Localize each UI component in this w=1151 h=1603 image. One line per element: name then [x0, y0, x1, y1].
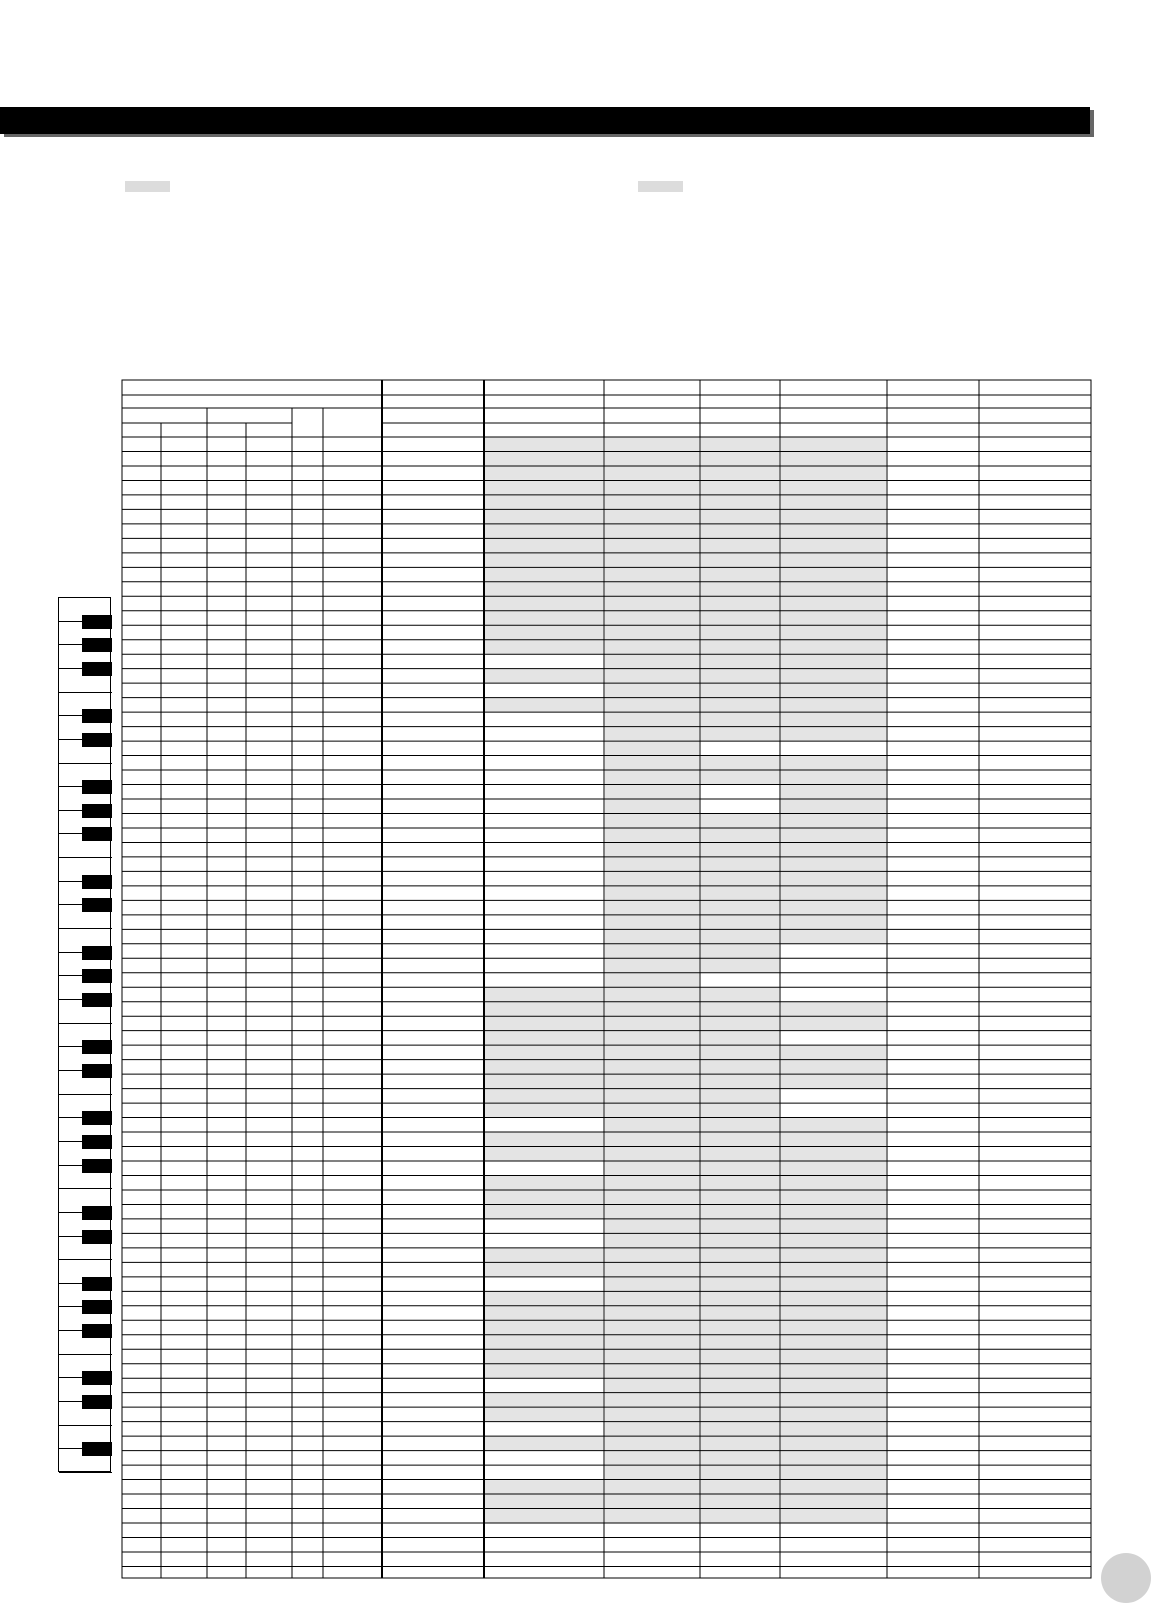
shaded-cell [701, 1451, 779, 1464]
shaded-cell [485, 1060, 603, 1073]
shaded-cell [485, 1306, 603, 1319]
shaded-cell [781, 800, 886, 813]
shaded-cell [605, 988, 699, 1001]
shaded-cell [605, 1495, 699, 1508]
shaded-cell [701, 713, 779, 726]
shaded-cell [485, 1104, 603, 1117]
shaded-cell [701, 1089, 779, 1102]
shaded-cell [485, 1147, 603, 1160]
shaded-cell [781, 814, 886, 827]
shaded-cell [605, 901, 699, 914]
shaded-cell [701, 843, 779, 856]
shaded-cell [605, 1292, 699, 1305]
shaded-cell [485, 640, 603, 653]
shaded-cell [605, 1089, 699, 1102]
shaded-cell [781, 684, 886, 697]
shaded-cell [605, 872, 699, 885]
shaded-cell [781, 1451, 886, 1464]
shaded-cell [485, 1350, 603, 1363]
shaded-cell [485, 1133, 603, 1146]
shaded-cell [605, 1335, 699, 1348]
shaded-cell [781, 1060, 886, 1073]
shaded-cell [485, 1335, 603, 1348]
shaded-cell [605, 1133, 699, 1146]
shaded-cell [701, 524, 779, 537]
shaded-cell [605, 539, 699, 552]
shaded-cell [605, 1321, 699, 1334]
shaded-cell [485, 611, 603, 624]
shaded-cell [605, 1162, 699, 1175]
shaded-cell [701, 1162, 779, 1175]
shaded-cell [781, 1219, 886, 1232]
shaded-cell [485, 1292, 603, 1305]
shaded-cell [781, 727, 886, 740]
shaded-cell [781, 524, 886, 537]
shaded-cell [701, 1234, 779, 1247]
shaded-cell [605, 1017, 699, 1030]
shaded-cell [485, 626, 603, 639]
shaded-cell [485, 597, 603, 610]
shaded-cell [701, 1046, 779, 1059]
shaded-cell [781, 930, 886, 943]
shaded-cell [701, 510, 779, 523]
shaded-cell [781, 466, 886, 479]
shaded-cell [781, 640, 886, 653]
shaded-cell [701, 1205, 779, 1218]
shaded-cell [605, 843, 699, 856]
shaded-cell [701, 1031, 779, 1044]
shaded-cell [485, 495, 603, 508]
shaded-cell [485, 568, 603, 581]
shaded-cell [701, 1379, 779, 1392]
shaded-cell [605, 582, 699, 595]
shaded-cell [485, 669, 603, 682]
shaded-cell [781, 1046, 886, 1059]
shaded-cell [701, 756, 779, 769]
shaded-cell [605, 1190, 699, 1203]
shaded-cell [701, 452, 779, 465]
shaded-cell [701, 539, 779, 552]
shaded-cell [701, 640, 779, 653]
shaded-cell [781, 1263, 886, 1276]
shaded-cell [605, 1002, 699, 1015]
shaded-cell [605, 742, 699, 755]
shaded-cell [605, 597, 699, 610]
shaded-cell [701, 1176, 779, 1189]
shaded-cell [781, 713, 886, 726]
shaded-cell [781, 1075, 886, 1088]
shaded-cell [605, 915, 699, 928]
shaded-cell [605, 1509, 699, 1522]
shaded-cell [605, 1060, 699, 1073]
shaded-cell [605, 481, 699, 494]
shaded-cell [781, 771, 886, 784]
shaded-cell [781, 553, 886, 566]
shaded-cell [701, 553, 779, 566]
shaded-cell [781, 510, 886, 523]
shaded-cell [605, 1306, 699, 1319]
shaded-cell [485, 1176, 603, 1189]
shaded-cell [701, 698, 779, 711]
shaded-cell [485, 1509, 603, 1522]
shaded-cell [605, 1205, 699, 1218]
shaded-cell [605, 655, 699, 668]
shaded-cell [701, 1219, 779, 1232]
shaded-cell [781, 1133, 886, 1146]
shaded-cell [605, 1075, 699, 1088]
shaded-cell [701, 1002, 779, 1015]
shaded-cell [605, 611, 699, 624]
shaded-cell [605, 669, 699, 682]
shaded-cell [781, 1248, 886, 1261]
shaded-cell [605, 756, 699, 769]
shaded-cell [701, 828, 779, 841]
shaded-cell [701, 1422, 779, 1435]
shaded-cell [701, 438, 779, 451]
shaded-cell [605, 438, 699, 451]
shaded-cell [701, 1364, 779, 1377]
shaded-cell [485, 1364, 603, 1377]
shaded-cell [701, 1408, 779, 1421]
shaded-cell [781, 1162, 886, 1175]
shaded-cell [781, 495, 886, 508]
shaded-cell [701, 857, 779, 870]
shaded-cell [605, 1393, 699, 1406]
shaded-cell [701, 597, 779, 610]
shaded-cell [701, 1263, 779, 1276]
shaded-cell [605, 1480, 699, 1493]
shaded-cell [605, 684, 699, 697]
shaded-cell [781, 1176, 886, 1189]
shaded-cell [701, 1495, 779, 1508]
shaded-cell [701, 1277, 779, 1290]
shaded-cell [781, 915, 886, 928]
shaded-cell [605, 959, 699, 972]
shaded-cell [781, 828, 886, 841]
shaded-cell [781, 698, 886, 711]
shaded-cell [781, 886, 886, 899]
shaded-cell [701, 1292, 779, 1305]
shaded-cell [781, 843, 886, 856]
shaded-cell [485, 452, 603, 465]
shaded-cell [605, 640, 699, 653]
shaded-cell [701, 988, 779, 1001]
shaded-cell [605, 1379, 699, 1392]
page-number-badge [1101, 1553, 1151, 1603]
shaded-cell [485, 1495, 603, 1508]
shaded-cell [605, 771, 699, 784]
shaded-cell [485, 698, 603, 711]
shaded-cell [701, 481, 779, 494]
shaded-cell [701, 1060, 779, 1073]
shaded-cell [485, 988, 603, 1001]
shaded-cell [701, 944, 779, 957]
shaded-cell [485, 438, 603, 451]
shaded-cell [605, 800, 699, 813]
shaded-cell [781, 1350, 886, 1363]
shaded-cell [781, 452, 886, 465]
shaded-cell [485, 1017, 603, 1030]
shaded-cell [701, 1480, 779, 1493]
shaded-cell [701, 1075, 779, 1088]
shaded-cell [701, 1104, 779, 1117]
shaded-cell [781, 1234, 886, 1247]
shaded-cell [781, 1118, 886, 1131]
shaded-cell [701, 1306, 779, 1319]
shaded-cell [701, 886, 779, 899]
shaded-cell [781, 1147, 886, 1160]
shaded-cell [781, 1466, 886, 1479]
shaded-cell [701, 669, 779, 682]
shaded-cell [605, 1219, 699, 1232]
shaded-cell [485, 1002, 603, 1015]
shaded-cell [701, 771, 779, 784]
shaded-cell [781, 1002, 886, 1015]
shaded-cell [605, 1046, 699, 1059]
shaded-cell [485, 1321, 603, 1334]
shaded-cell [605, 1408, 699, 1421]
shaded-cell [701, 1017, 779, 1030]
shaded-cell [701, 1190, 779, 1203]
shaded-cell [605, 495, 699, 508]
shaded-cell [781, 1335, 886, 1348]
shaded-cell [701, 872, 779, 885]
shaded-cell [781, 1509, 886, 1522]
shaded-cell [605, 1234, 699, 1247]
shaded-cell [605, 785, 699, 798]
shaded-cell [605, 568, 699, 581]
shaded-cell [485, 1408, 603, 1421]
shaded-cell [485, 1046, 603, 1059]
shaded-cell [485, 1205, 603, 1218]
shaded-cell [701, 626, 779, 639]
shaded-cell [605, 1263, 699, 1276]
shaded-cell [701, 814, 779, 827]
shaded-cell [701, 495, 779, 508]
shaded-cell [781, 597, 886, 610]
shaded-cell [781, 1422, 886, 1435]
shaded-cell [781, 438, 886, 451]
shaded-cell [781, 1379, 886, 1392]
shaded-cell [781, 1437, 886, 1450]
shaded-cell [605, 1466, 699, 1479]
shaded-cell [605, 1104, 699, 1117]
shaded-cell [485, 1437, 603, 1450]
shaded-cell [781, 1306, 886, 1319]
shaded-cell [701, 1437, 779, 1450]
shaded-cell [701, 1509, 779, 1522]
shaded-cell [781, 611, 886, 624]
shaded-cell [701, 582, 779, 595]
shaded-cell [781, 669, 886, 682]
shaded-cell [701, 1335, 779, 1348]
shaded-cell [605, 1350, 699, 1363]
shaded-cell [485, 1393, 603, 1406]
shaded-cell [485, 1263, 603, 1276]
shaded-cell [485, 1089, 603, 1102]
shaded-cell [605, 828, 699, 841]
shaded-cell [701, 901, 779, 914]
shaded-cell [485, 466, 603, 479]
shaded-cell [485, 524, 603, 537]
shaded-cell [781, 785, 886, 798]
shaded-cell [605, 1437, 699, 1450]
shaded-cell [781, 655, 886, 668]
shaded-cell [701, 1321, 779, 1334]
shaded-cell [605, 1031, 699, 1044]
shaded-cell [605, 1277, 699, 1290]
shaded-cell [605, 814, 699, 827]
shaded-cell [605, 1118, 699, 1131]
shaded-cell [701, 915, 779, 928]
shaded-cell [701, 930, 779, 943]
shaded-cell [781, 1017, 886, 1030]
shaded-cell [485, 510, 603, 523]
shaded-cell [485, 582, 603, 595]
shaded-cell [701, 1350, 779, 1363]
shaded-cell [605, 857, 699, 870]
shaded-cell [485, 1480, 603, 1493]
shaded-cell [605, 930, 699, 943]
shaded-cell [605, 886, 699, 899]
shaded-cell [605, 944, 699, 957]
shaded-cell [781, 1205, 886, 1218]
shaded-cell [605, 1147, 699, 1160]
shaded-cell [605, 1248, 699, 1261]
shaded-cell [605, 452, 699, 465]
shaded-cell [605, 698, 699, 711]
shaded-cell [485, 481, 603, 494]
shaded-cell [781, 901, 886, 914]
shaded-cell [781, 582, 886, 595]
shaded-cell [781, 1364, 886, 1377]
shaded-cell [605, 1451, 699, 1464]
shaded-cell [701, 655, 779, 668]
shaded-cell [781, 1292, 886, 1305]
shaded-cell [701, 568, 779, 581]
shaded-cell [701, 1466, 779, 1479]
shaded-cell [605, 1422, 699, 1435]
shaded-cell [701, 1393, 779, 1406]
shaded-cell [781, 1190, 886, 1203]
shaded-cell [485, 1190, 603, 1203]
shaded-cell [605, 510, 699, 523]
shaded-cell [701, 727, 779, 740]
shaded-cell [781, 1321, 886, 1334]
shaded-cell [781, 568, 886, 581]
shaded-cell [605, 973, 699, 986]
shaded-cell [701, 959, 779, 972]
shaded-cell [605, 1176, 699, 1189]
shaded-cell [781, 756, 886, 769]
shaded-cell [701, 1248, 779, 1261]
shaded-cell [701, 1118, 779, 1131]
shaded-cell [485, 1031, 603, 1044]
shaded-cell [781, 1495, 886, 1508]
shaded-cell [605, 626, 699, 639]
shaded-cell [781, 1480, 886, 1493]
shaded-cell [485, 539, 603, 552]
shaded-cell [701, 611, 779, 624]
shaded-cell [781, 626, 886, 639]
shaded-cell [781, 539, 886, 552]
shaded-cell [605, 1364, 699, 1377]
shaded-cell [605, 524, 699, 537]
shaded-cell [605, 727, 699, 740]
shaded-cell [605, 466, 699, 479]
shaded-cell [781, 1277, 886, 1290]
shaded-cell [701, 466, 779, 479]
shaded-cell [781, 872, 886, 885]
shaded-cell [701, 684, 779, 697]
shaded-cell [485, 553, 603, 566]
shaded-cell [781, 481, 886, 494]
shaded-cell [781, 1408, 886, 1421]
shaded-cell [701, 1147, 779, 1160]
shaded-cell [781, 1393, 886, 1406]
shaded-cell [605, 553, 699, 566]
shaded-cell [485, 1248, 603, 1261]
shaded-cell [605, 713, 699, 726]
shaded-cell [701, 1133, 779, 1146]
shaded-cell [485, 1075, 603, 1088]
shaded-cell [781, 857, 886, 870]
